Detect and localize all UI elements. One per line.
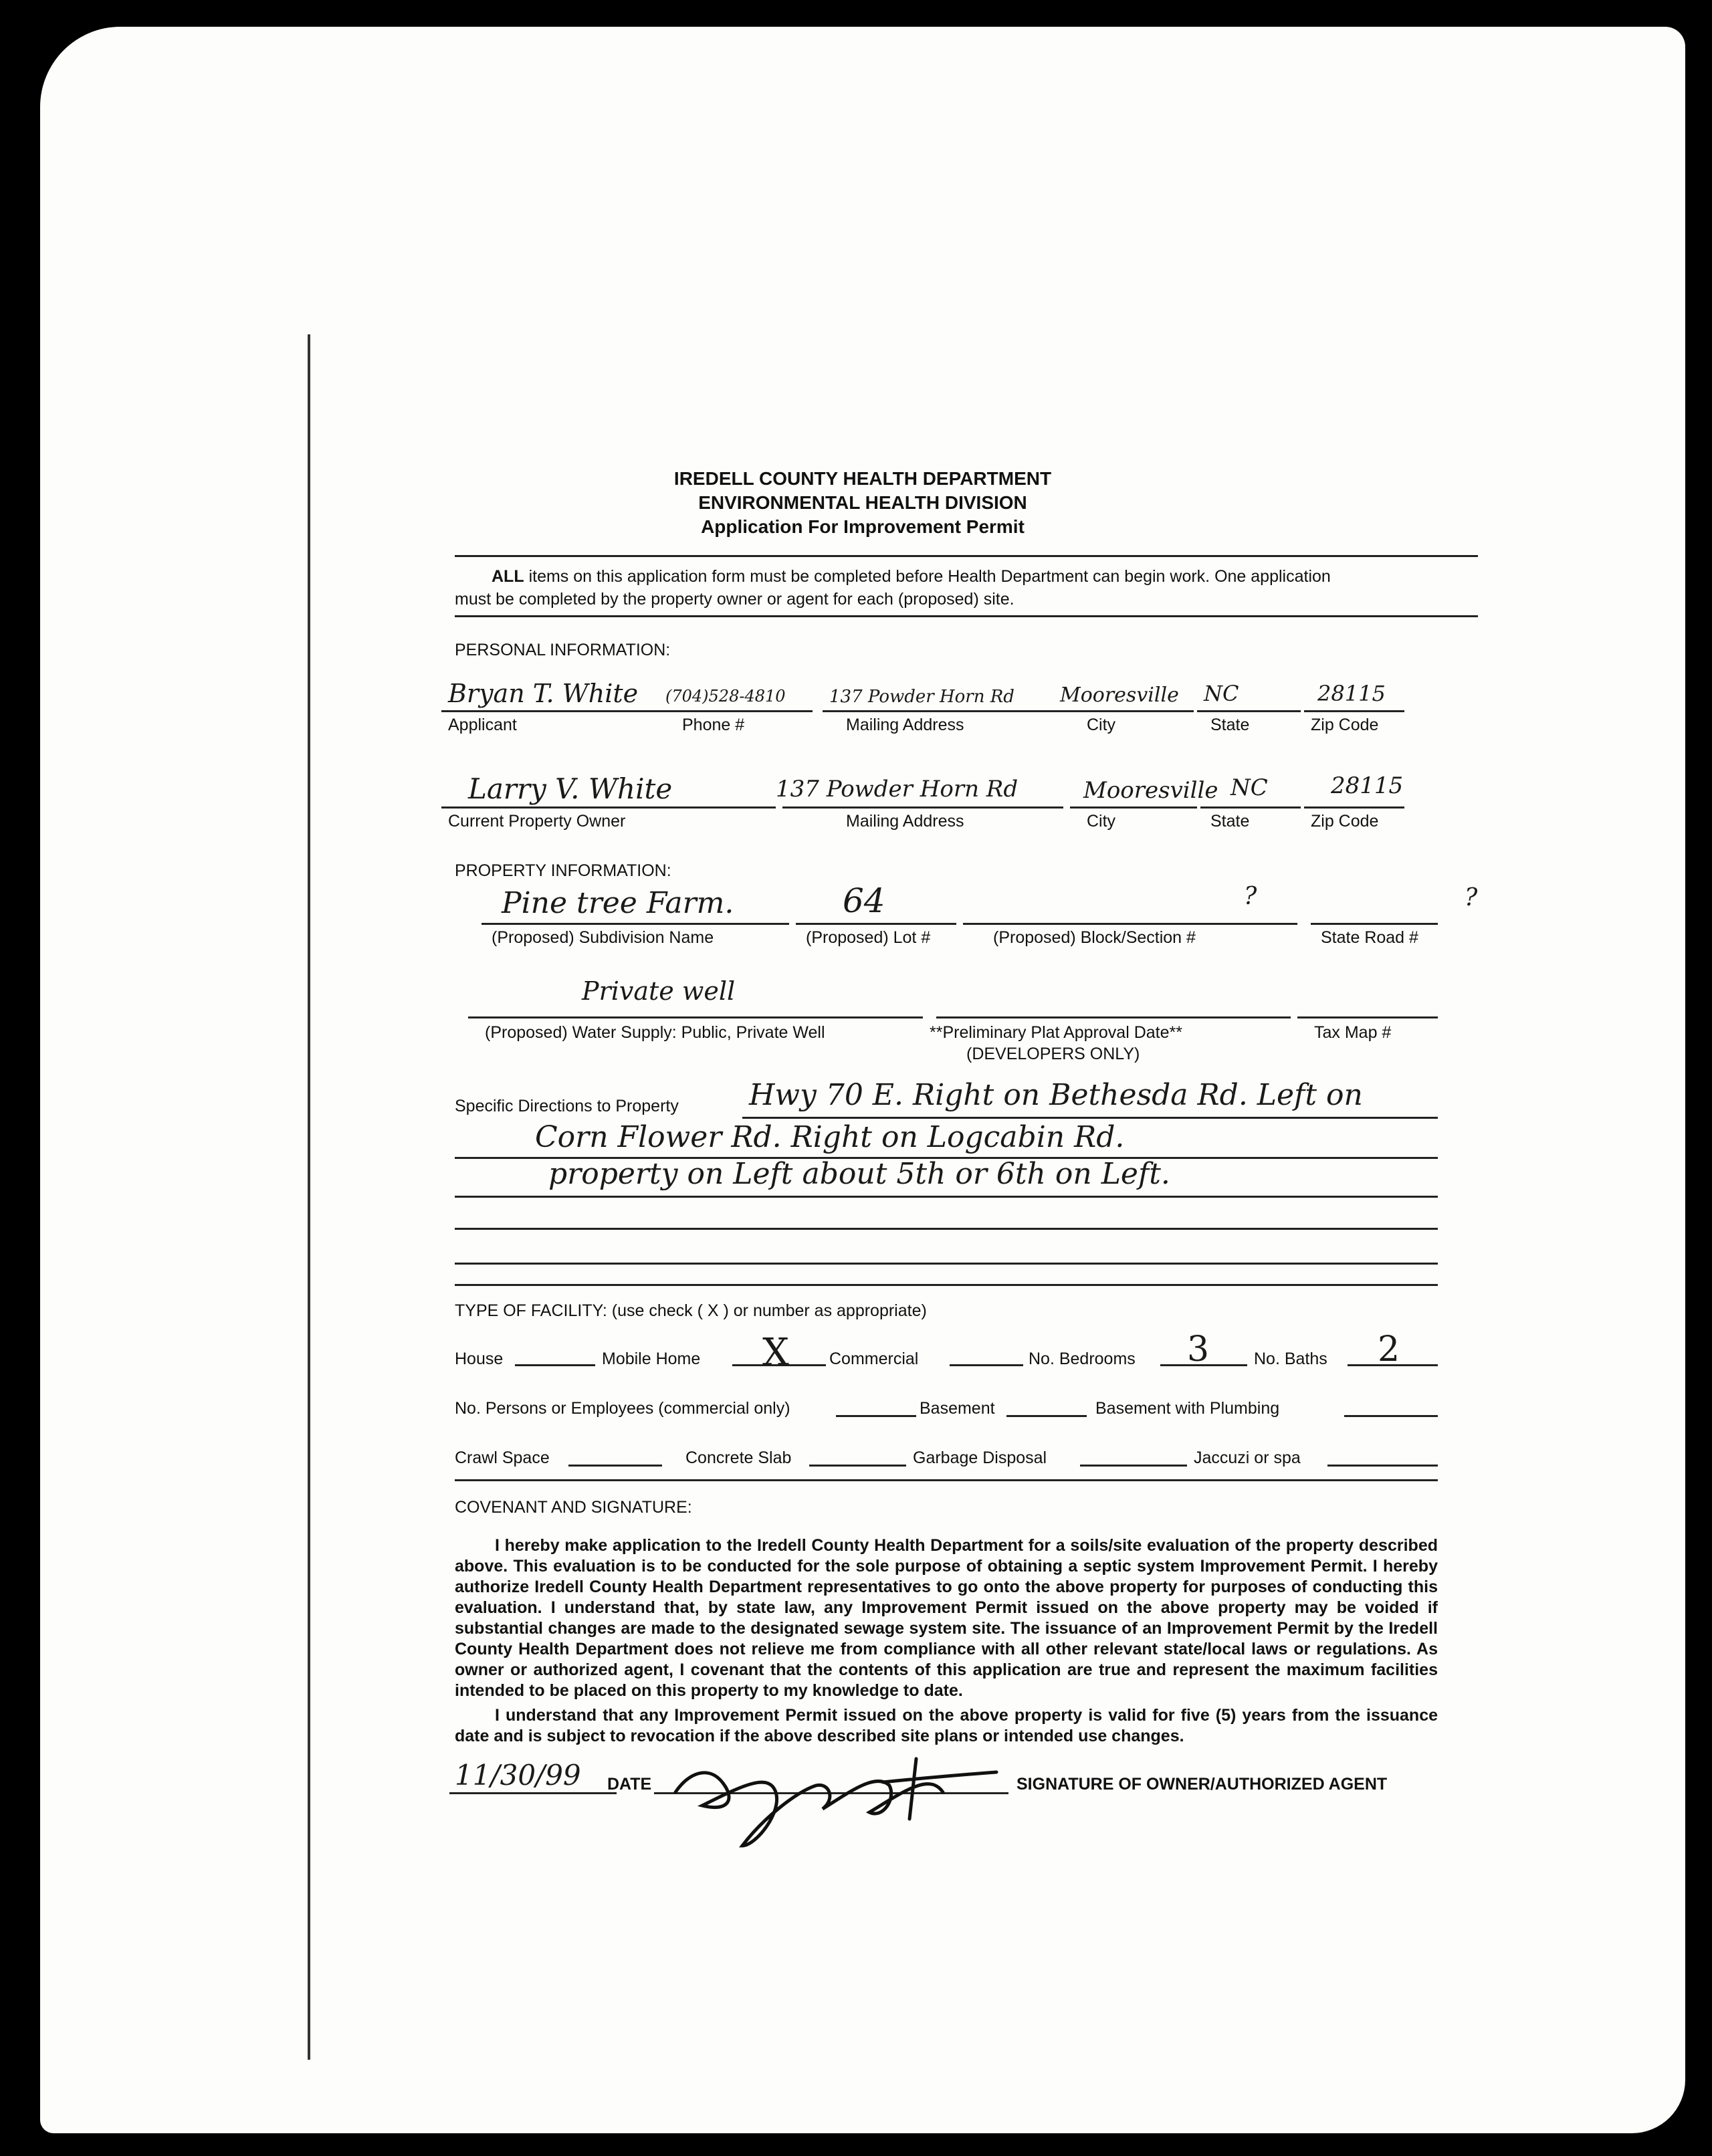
- persons-label: No. Persons or Employees (commercial only): [455, 1399, 790, 1418]
- scan-edge-line: [308, 334, 310, 2060]
- persons-blank[interactable]: [836, 1415, 916, 1417]
- block-value[interactable]: ?: [1244, 883, 1257, 910]
- property-info-heading: PROPERTY INFORMATION:: [455, 861, 671, 880]
- directions-rule: [742, 1117, 1438, 1119]
- taxmap-label: Tax Map #: [1314, 1023, 1392, 1042]
- plat-approval-label: **Preliminary Plat Approval Date**: [930, 1023, 1182, 1042]
- basement-plumbing-label: Basement with Plumbing: [1095, 1399, 1280, 1418]
- commercial-label: Commercial: [829, 1350, 919, 1368]
- division-title: ENVIRONMENTAL HEALTH DIVISION: [698, 492, 1027, 513]
- intro-line-1: ALL items on this application form must be completed before Health Department can begin work. One application: [492, 567, 1331, 586]
- directions-rule: [455, 1228, 1438, 1230]
- owner-mailing-label: Mailing Address: [846, 812, 964, 831]
- facility-heading: TYPE OF FACILITY: (use check ( X ) or number as appropriate): [455, 1301, 927, 1320]
- plat-line: [936, 1016, 1291, 1018]
- taxmap-line: [1297, 1016, 1438, 1018]
- owner-zip-label: Zip Code: [1311, 812, 1379, 831]
- owner-mailing-line: [782, 806, 1063, 808]
- mailing-line: [823, 710, 1063, 712]
- directions-rule: [455, 1196, 1438, 1198]
- owner-city-value[interactable]: Mooresville: [1083, 777, 1218, 804]
- house-label: House: [455, 1350, 504, 1368]
- house-blank[interactable]: [515, 1364, 595, 1366]
- signature-label: SIGNATURE OF OWNER/AUTHORIZED AGENT: [1016, 1775, 1388, 1794]
- water-line: [468, 1016, 923, 1018]
- crawl-space-label: Crawl Space: [455, 1448, 550, 1467]
- road-value[interactable]: ?: [1465, 884, 1478, 911]
- water-supply-value[interactable]: Private well: [582, 976, 736, 1006]
- basement-label: Basement: [920, 1399, 995, 1418]
- concrete-slab-blank[interactable]: [809, 1465, 906, 1467]
- jacuzzi-label: Jaccuzi or spa: [1194, 1448, 1301, 1467]
- applicant-value[interactable]: Bryan T. White: [448, 679, 639, 708]
- divider: [455, 1479, 1438, 1481]
- owner-label: Current Property Owner: [448, 812, 626, 831]
- road-line: [1311, 923, 1438, 925]
- signature-image: [662, 1745, 1010, 1852]
- directions-line-3[interactable]: property on Left about 5th or 6th on Left.: [548, 1157, 1170, 1191]
- date-line: [449, 1792, 617, 1794]
- applicant-label: Applicant: [448, 716, 517, 734]
- block-line: [963, 923, 1297, 925]
- zip-line: [1304, 710, 1404, 712]
- phone-label: Phone #: [682, 716, 745, 734]
- mobile-home-label: Mobile Home: [602, 1350, 701, 1368]
- owner-mailing-value[interactable]: 137 Powder Horn Rd: [776, 776, 1019, 802]
- state-value[interactable]: NC: [1204, 681, 1239, 706]
- intro-line-2: must be completed by the property owner or agent for each (proposed) site.: [455, 590, 1014, 609]
- jacuzzi-blank[interactable]: [1327, 1465, 1438, 1467]
- baths-label: No. Baths: [1254, 1350, 1327, 1368]
- owner-city-label: City: [1087, 812, 1116, 831]
- state-line: [1197, 710, 1301, 712]
- applicant-line: [441, 710, 669, 712]
- form-title: Application For Improvement Permit: [701, 516, 1025, 537]
- commercial-blank[interactable]: [950, 1364, 1023, 1366]
- garbage-disposal-label: Garbage Disposal: [913, 1448, 1047, 1467]
- directions-label: Specific Directions to Property: [455, 1097, 679, 1115]
- crawl-space-blank[interactable]: [568, 1465, 662, 1467]
- owner-zip-line: [1304, 806, 1404, 808]
- directions-rule: [455, 1263, 1438, 1265]
- city-value[interactable]: Mooresville: [1060, 683, 1179, 707]
- zip-value[interactable]: 28115: [1317, 681, 1386, 706]
- mailing-address-value[interactable]: 137 Powder Horn Rd: [829, 687, 1014, 707]
- document-page: [40, 27, 1685, 2133]
- directions-line-2[interactable]: Corn Flower Rd. Right on Logcabin Rd.: [535, 1120, 1125, 1154]
- city-line: [1063, 710, 1194, 712]
- state-label: State: [1210, 716, 1250, 734]
- directions-line-1[interactable]: Hwy 70 E. Right on Bethesda Rd. Left on: [749, 1078, 1363, 1112]
- garbage-disposal-blank[interactable]: [1080, 1465, 1187, 1467]
- divider: [455, 1284, 1438, 1286]
- lot-line: [796, 923, 956, 925]
- zip-label: Zip Code: [1311, 716, 1379, 734]
- owner-state-label: State: [1210, 812, 1250, 831]
- basement-blank[interactable]: [1006, 1415, 1087, 1417]
- owner-state-value[interactable]: NC: [1230, 774, 1268, 801]
- divider: [455, 555, 1478, 557]
- lot-value[interactable]: 64: [843, 881, 885, 920]
- covenant-heading: COVENANT AND SIGNATURE:: [455, 1498, 692, 1517]
- lot-label: (Proposed) Lot #: [806, 928, 931, 947]
- department-title: IREDELL COUNTY HEALTH DEPARTMENT: [673, 468, 1052, 489]
- divider: [455, 615, 1478, 617]
- city-label: City: [1087, 716, 1116, 734]
- water-supply-label: (Proposed) Water Supply: Public, Private Well: [485, 1023, 825, 1042]
- owner-state-line: [1200, 806, 1301, 808]
- subdivision-value[interactable]: Pine tree Farm.: [502, 886, 734, 920]
- mobile-home-check[interactable]: X: [762, 1331, 789, 1374]
- covenant-paragraph-1: I hereby make application to the Iredell County Health Department for a soils/site evaluation of the property described above. This evaluation is to be conducted for the sole purpose of obtaining a septic system Improvement Permit. I hereby authorize Iredell County Health Department representatives to go onto the above property for purposes of conducting this evaluation. I understand that, by state law, any Improvement Permit issued on the above property may be voided if substantial changes are made to the designated sewage system site. The issuance of an Improvement Permit by the Iredell County Health Department does not relieve me from compliance with all other relevant state/local laws or regulations. As owner or authorized agent, I covenant that the contents of this application are true and represent the maximum facilities intended to be placed on this property to my knowledge to date.: [455, 1536, 1438, 1700]
- date-label: DATE: [607, 1775, 652, 1794]
- owner-value[interactable]: Larry V. White: [468, 772, 673, 805]
- owner-city-line: [1070, 806, 1197, 808]
- covenant-paragraph-2: I understand that any Improvement Permit issued on the above property is valid for five (5) years from the issuance date and is subject to revocation if the above described site plans or intended use changes.: [455, 1706, 1438, 1745]
- personal-info-heading: PERSONAL INFORMATION:: [455, 641, 671, 659]
- concrete-slab-label: Concrete Slab: [685, 1448, 792, 1467]
- subdivision-label: (Proposed) Subdivision Name: [492, 928, 714, 947]
- bedrooms-value[interactable]: 3: [1187, 1329, 1210, 1370]
- bedrooms-label: No. Bedrooms: [1029, 1350, 1136, 1368]
- phone-line: [662, 710, 813, 712]
- baths-value[interactable]: 2: [1378, 1329, 1400, 1370]
- phone-value[interactable]: (704)528-4810: [665, 687, 786, 706]
- owner-zip-value[interactable]: 28115: [1331, 772, 1404, 799]
- developers-only-label: (DEVELOPERS ONLY): [966, 1045, 1140, 1063]
- block-label: (Proposed) Block/Section #: [993, 928, 1196, 947]
- mailing-label: Mailing Address: [846, 716, 964, 734]
- basement-plumbing-blank[interactable]: [1344, 1415, 1438, 1417]
- subdivision-line: [481, 923, 789, 925]
- date-value[interactable]: 11/30/99: [455, 1759, 581, 1792]
- road-label: State Road #: [1321, 928, 1418, 947]
- owner-line: [441, 806, 776, 808]
